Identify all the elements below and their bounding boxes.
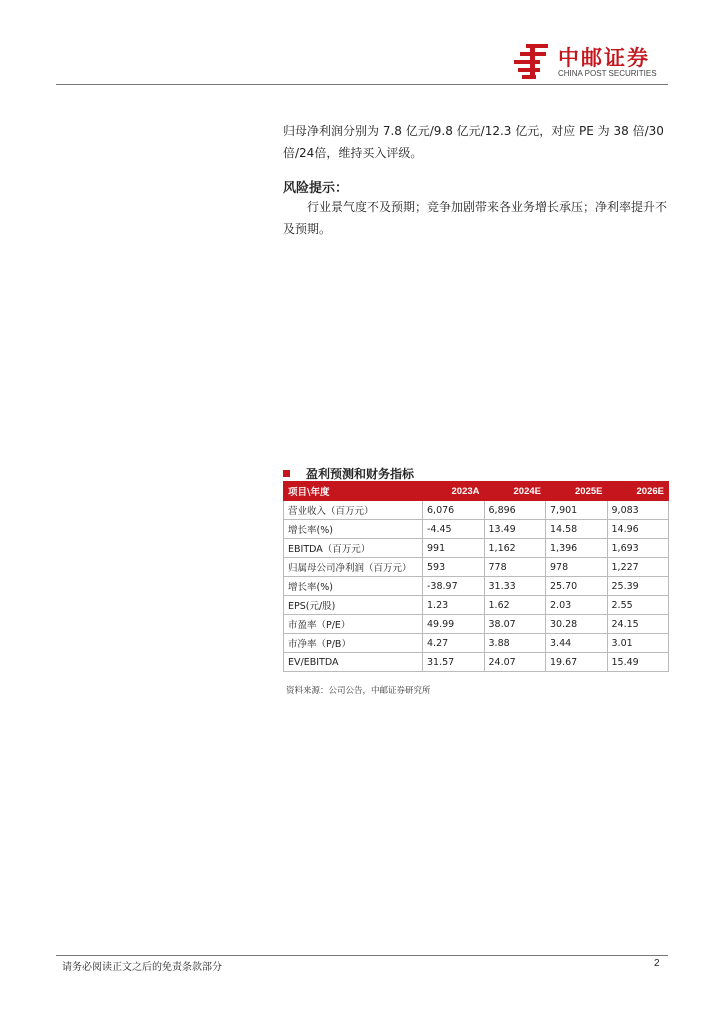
table-row	[284, 615, 669, 634]
table-cell: 1,693	[607, 539, 669, 558]
table-row	[284, 501, 669, 520]
table-row	[284, 577, 669, 596]
table-cell: 778	[484, 558, 546, 577]
header-divider	[56, 84, 668, 85]
table-title-text: 盈利预测和财务指标	[306, 467, 415, 481]
table-cell: -38.97	[423, 577, 485, 596]
table-cell: 49.99	[423, 615, 485, 634]
table-cell: -4.45	[423, 520, 485, 539]
table-source-note: 资料来源：公司公告，中邮证券研究所	[286, 686, 431, 696]
table-row	[284, 596, 669, 615]
row-label: 增长率(%)	[284, 520, 423, 539]
table-cell: 1.62	[484, 596, 546, 615]
table-cell: 3.01	[607, 634, 669, 653]
table-row	[284, 558, 669, 577]
table-cell: 991	[423, 539, 485, 558]
row-label: 归属母公司净利润（百万元）	[284, 558, 423, 577]
header-item-year: 项目\年度	[284, 482, 423, 501]
table-cell: 15.49	[607, 653, 669, 672]
table-cell: 978	[546, 558, 608, 577]
row-label: EBITDA（百万元）	[284, 539, 423, 558]
table-cell: 31.57	[423, 653, 485, 672]
company-logo	[512, 42, 672, 82]
table-cell: 593	[423, 558, 485, 577]
row-label: 营业收入（百万元）	[284, 501, 423, 520]
table-cell: 2.55	[607, 596, 669, 615]
table-cell: 4.27	[423, 634, 485, 653]
risk-paragraph: 行业景气度不及预期；竞争加剧带来各业务增长承压；净利率提升不及预期。	[283, 200, 668, 236]
table-cell: 24.15	[607, 615, 669, 634]
header-2026e: 2026E	[607, 482, 669, 501]
row-label: 市净率（P/B）	[284, 634, 423, 653]
table-cell: 6,076	[423, 501, 485, 520]
table-cell: 2.03	[546, 596, 608, 615]
table-cell: 30.28	[546, 615, 608, 634]
row-label: EPS(元/股)	[284, 596, 423, 615]
row-label: 增长率(%)	[284, 577, 423, 596]
table-cell: 3.88	[484, 634, 546, 653]
footer-disclaimer: 请务必阅读正文之后的免责条款部分	[62, 962, 222, 973]
footer-divider	[56, 955, 668, 956]
table-title	[283, 465, 414, 482]
table-cell: 14.96	[607, 520, 669, 539]
table-row	[284, 539, 669, 558]
table-cell: 19.67	[546, 653, 608, 672]
bullet-square-icon	[283, 470, 290, 477]
valuation-paragraph: 归母净利润分别为 7.8 亿元/9.8 亿元/12.3 亿元，对应 PE 为 38 倍/30倍/24倍，维持买入评级。	[283, 124, 664, 160]
table-row	[284, 653, 669, 672]
table-cell: 14.58	[546, 520, 608, 539]
table-cell: 6,896	[484, 501, 546, 520]
risk-heading: 风险提示：	[283, 181, 349, 196]
china-post-logo-icon	[512, 42, 552, 82]
table-row	[284, 634, 669, 653]
table-cell: 9,083	[607, 501, 669, 520]
table-cell: 24.07	[484, 653, 546, 672]
row-label: EV/EBITDA	[284, 653, 423, 672]
table-cell: 13.49	[484, 520, 546, 539]
table-cell: 31.33	[484, 577, 546, 596]
table-cell: 1,396	[546, 539, 608, 558]
logo-english-name: CHINA POST SECURITIES	[558, 69, 657, 78]
table-cell: 38.07	[484, 615, 546, 634]
header-2024e: 2024E	[484, 482, 546, 501]
table-cell: 1.23	[423, 596, 485, 615]
table-header-row	[284, 482, 669, 501]
table-row	[284, 520, 669, 539]
table-cell: 1,227	[607, 558, 669, 577]
header-2023a: 2023A	[423, 482, 485, 501]
row-label: 市盈率（P/E）	[284, 615, 423, 634]
header-2025e: 2025E	[546, 482, 608, 501]
table-cell: 25.39	[607, 577, 669, 596]
table-cell: 7,901	[546, 501, 608, 520]
table-cell: 1,162	[484, 539, 546, 558]
table-cell: 25.70	[546, 577, 608, 596]
page-number: 2	[654, 958, 660, 969]
logo-chinese-name: 中邮证券	[558, 46, 650, 70]
financial-forecast-table	[283, 481, 669, 672]
table-cell: 3.44	[546, 634, 608, 653]
